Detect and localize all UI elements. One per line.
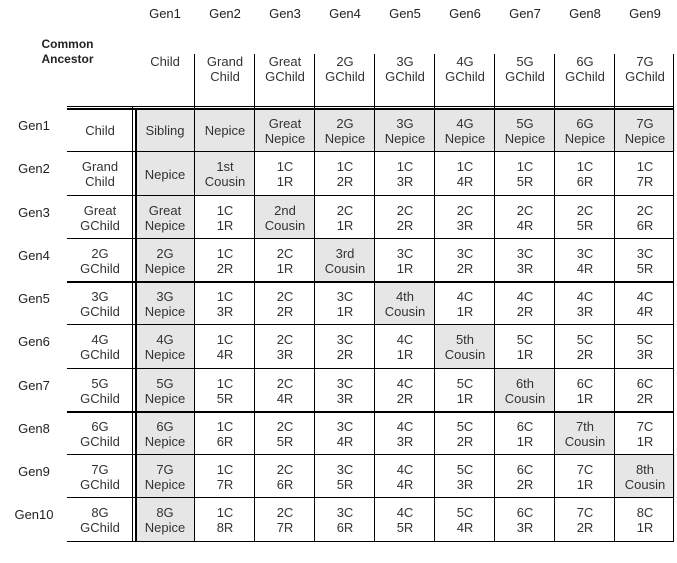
relationship-cell: 2C 1R [276,245,294,276]
relationship-cell: 2nd Cousin [255,196,315,239]
relationship-cell: 2C 2R [276,288,294,319]
row-header: 7G GChild [80,461,120,492]
relationship-cell: 8C 1R [636,505,654,535]
grid-line [67,541,674,542]
relationship-cell: 6C 1R [576,375,594,406]
relationship-cell: 1C 6R [216,418,234,449]
relationship-cell: 6th Cousin [495,369,555,412]
gen-col-label: Gen7 [509,6,541,21]
row-header: 2G GChild [80,245,120,276]
row-header: Great GChild [80,202,120,233]
relationship-cell: 5G Nepice [495,109,555,152]
relationship-cell: 5C 2R [576,332,594,362]
grid-line [67,454,674,455]
relationship-cell: 2C 4R [516,202,534,233]
relationship-cell: 8th Cousin [615,455,675,498]
relationship-cell: 2C 3R [456,202,474,233]
relationship-cell: 7C 1R [576,461,594,492]
grid-line [67,411,674,413]
relationship-cell: 1C 8R [216,505,234,535]
grid-line [254,54,255,542]
relationship-cell: 3C 5R [336,461,354,492]
relationship-cell: 4C 3R [396,418,414,449]
gen-row-label: Gen7 [18,378,50,393]
gen-col-label: Gen5 [389,6,421,21]
grid-line [673,54,674,542]
relationship-cell: 2C 2R [396,202,414,233]
column-header: 2G GChild [325,54,365,84]
relationship-cell: 4C 5R [396,505,414,535]
relationship-cell: 7G Nepice [135,455,195,498]
relationship-cell: 4C 4R [396,461,414,492]
relationship-cell: 2C 1R [336,202,354,233]
row-header: 5G GChild [80,375,120,406]
grid-line [374,54,375,542]
row-header: 4G GChild [80,332,120,362]
relationship-cell: Nepice [135,152,195,196]
relationship-cell: 2G Nepice [135,239,195,282]
row-header: Child [85,123,115,138]
relationship-cell: 3G Nepice [375,109,435,152]
relationship-cell: 4C 1R [396,332,414,362]
grid-line [67,108,674,110]
gen-row-label: Gen6 [18,334,50,349]
relationship-cell: 3G Nepice [135,282,195,325]
grid-line [67,151,674,152]
gen-col-label: Gen3 [269,6,301,21]
relationship-cell: 3C 3R [336,375,354,406]
gen-col-label: Gen2 [209,6,241,21]
column-header: Great GChild [265,54,305,84]
row-header: 6G GChild [80,418,120,449]
relationship-cell: 3C 3R [516,245,534,276]
relationship-cell: 3rd Cousin [315,239,375,282]
row-header: 3G GChild [80,288,120,319]
relationship-cell: 1st Cousin [195,152,255,196]
grid-line [67,497,674,498]
relationship-cell: 5th Cousin [435,325,495,369]
column-header: Child [150,54,180,69]
gen-col-label: Gen8 [569,6,601,21]
grid-line [135,109,137,542]
relationship-cell: 4C 4R [636,288,654,319]
relationship-cell: 5C 3R [456,461,474,492]
relationship-cell: 2C 5R [576,202,594,233]
relationship-cell: 5C 2R [456,418,474,449]
relationship-cell: 6G Nepice [135,412,195,455]
gen-row-label: Gen4 [18,248,50,263]
gen-col-label: Gen6 [449,6,481,21]
relationship-cell: 3C 2R [336,332,354,362]
grid-line [67,195,674,196]
column-header: 5G GChild [505,54,545,84]
relationship-cell: 2C 5R [276,418,294,449]
relationship-cell: 2C 3R [276,332,294,362]
relationship-cell: 7C 1R [636,418,654,449]
gen-col-label: Gen9 [629,6,661,21]
relationship-cell: 1C 2R [216,245,234,276]
relationship-cell: Sibling [135,109,195,152]
gen-row-label: Gen1 [18,118,50,133]
relationship-cell: 2G Nepice [315,109,375,152]
grid-line [314,54,315,542]
relationship-cell: 1C 3R [216,288,234,319]
relationship-cell: 1C 3R [396,159,414,189]
relationship-cell: 2C 6R [636,202,654,233]
gen-row-label: Gen5 [18,291,50,306]
relationship-cell: 5G Nepice [135,369,195,412]
relationship-cell: 1C 5R [216,375,234,406]
relationship-cell: 1C 6R [576,159,594,189]
relationship-cell: 1C 1R [276,159,294,189]
relationship-cell: 3C 1R [396,245,414,276]
relationship-cell: 4C 2R [396,375,414,406]
column-header: 4G GChild [445,54,485,84]
relationship-cell: 5C 3R [636,332,654,362]
relationship-cell: Great Nepice [255,109,315,152]
column-header: 7G GChild [625,54,665,84]
column-header: 6G GChild [565,54,605,84]
relationship-cell: 8G Nepice [135,498,195,542]
relationship-cell: 4C 1R [456,288,474,319]
relationship-cell: 5C 1R [456,375,474,406]
relationship-cell: 5C 4R [456,505,474,535]
gen-row-label: Gen2 [18,161,50,176]
relationship-cell: 4C 3R [576,288,594,319]
relationship-cell: 6G Nepice [555,109,615,152]
relationship-cell: 2C 6R [276,461,294,492]
relationship-cell: 4C 2R [516,288,534,319]
relationship-cell: 3C 5R [636,245,654,276]
relationship-cell: 1C 1R [216,202,234,233]
gen-col-label: Gen1 [149,6,181,21]
relationship-cell: 3C 2R [456,245,474,276]
grid-line [67,106,674,107]
relationship-cell: 6C 2R [636,375,654,406]
gen-col-label: Gen4 [329,6,361,21]
relationship-cell: 1C 4R [216,332,234,362]
relationship-cell: 3C 6R [336,505,354,535]
relationship-cell: 4G Nepice [435,109,495,152]
column-header: 3G GChild [385,54,425,84]
relationship-cell: 1C 4R [456,159,474,189]
relationship-cell: Great Nepice [135,196,195,239]
relationship-cell: 3C 4R [576,245,594,276]
gen-row-label: Gen9 [18,464,50,479]
relationship-cell: 7G Nepice [615,109,675,152]
gen-row-label: Gen8 [18,421,50,436]
relationship-cell: Nepice [195,109,255,152]
relationship-cell: 3C 1R [336,288,354,319]
grid-line [67,324,674,325]
grid-line [494,54,495,542]
grid-line [67,368,674,369]
relationship-cell: 2C 7R [276,505,294,535]
relationship-cell: 4th Cousin [375,282,435,325]
grid-line [67,281,674,283]
grid-line [434,54,435,542]
row-header: Grand Child [81,159,119,189]
relationship-cell: 4G Nepice [135,325,195,369]
relationship-cell: 1C 2R [336,159,354,189]
grid-line [67,238,674,239]
grid-line [554,54,555,542]
relationship-cell: 2C 4R [276,375,294,406]
relationship-cell: 1C 5R [516,159,534,189]
relationship-cell: 3C 4R [336,418,354,449]
relationship-cell: 6C 3R [516,505,534,535]
relationship-cell: 7C 2R [576,505,594,535]
grid-line [194,54,195,542]
relationship-cell: 7th Cousin [555,412,615,455]
gen-row-label: Gen10 [14,507,54,522]
grid-line [614,54,615,542]
relationship-cell: 1C 7R [636,159,654,189]
relationship-cell: 6C 2R [516,461,534,492]
relationship-cell: 6C 1R [516,418,534,449]
common-ancestor-label: Common Ancestor [41,37,94,66]
column-header: Grand Child [206,54,244,84]
relationship-cell: 1C 7R [216,461,234,492]
relationship-cell: 5C 1R [516,332,534,362]
row-header: 8G GChild [80,505,120,535]
gen-row-label: Gen3 [18,205,50,220]
